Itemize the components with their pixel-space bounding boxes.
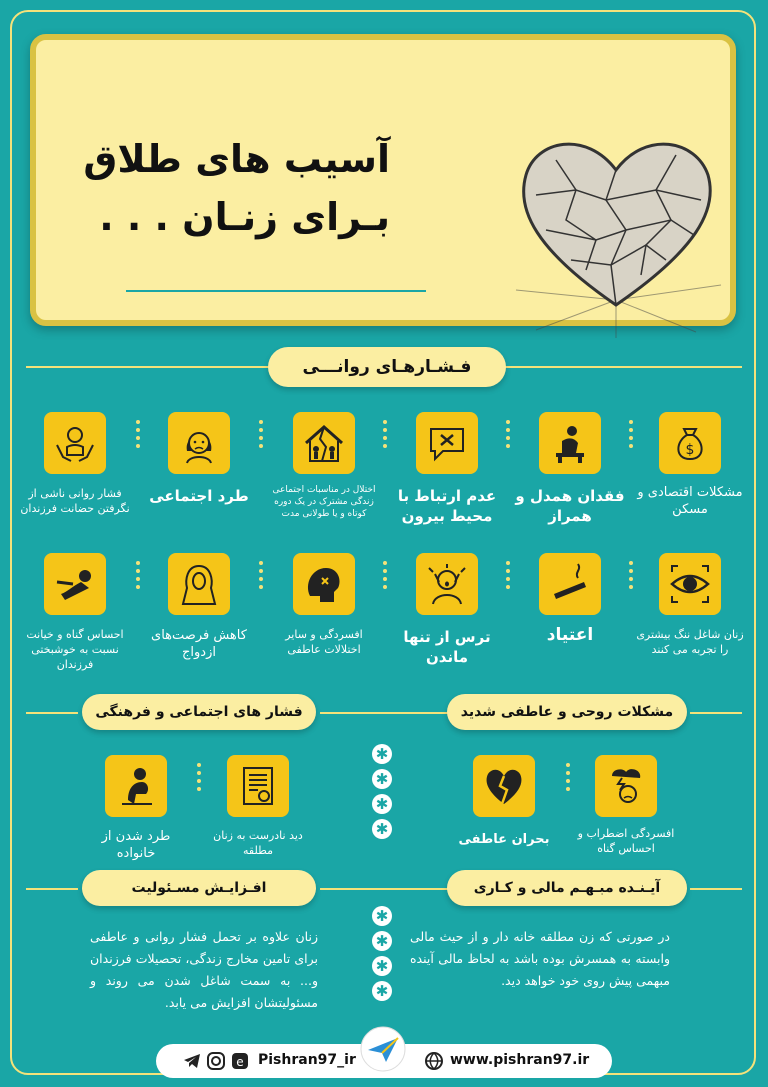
anxiety-icon: [595, 755, 657, 817]
label-no-companion: فقدان همدل و همراز: [515, 487, 625, 525]
separator-dots: [629, 420, 633, 452]
website-link[interactable]: www.pishran97.ir: [450, 1052, 590, 1068]
telegram-icon[interactable]: [182, 1051, 202, 1071]
star-icon: ✱: [372, 906, 392, 926]
broken-house-icon: [293, 412, 355, 474]
separator-dots: [259, 420, 263, 452]
divider-line: [690, 888, 742, 890]
star-icon: ✱: [372, 956, 392, 976]
grief-icon: [539, 412, 601, 474]
label-working-women: زنان شاغل ننگ بیشتری را تجربه می کنند: [636, 628, 744, 656]
broken-heart-icon: [473, 755, 535, 817]
responsibility-paragraph: زنان علاوه بر تحمل فشار روانی و عاطفی برای تامین مخارج زندگی، تحصیلات فرزندان و... به سمت شاغل شدن می روند و مسئولیتشان افزایش می یابد.: [90, 929, 318, 1010]
label-guilt: احساس گناه و خیانت نسبت به خوشبختی فرزندان: [26, 628, 124, 671]
label-anxiety: افسردگی اضطراب و احساس گناه: [577, 827, 675, 855]
star-icon: ✱: [372, 931, 392, 951]
logo-icon: [360, 1026, 406, 1072]
star-icon: ✱: [372, 769, 392, 789]
header-card: [30, 34, 736, 326]
page-title: آسیب های طلاق بـرای زنـان . . .: [83, 137, 390, 239]
separator-dots: [383, 561, 387, 593]
label-social-disruption: اختلال در مناسبات اجتماعی زندگی مشترک در یک دوره کوتاه و یا طولانی مدت: [272, 485, 376, 519]
section-title-emotional: مشکلات روحی و عاطفی شدید: [447, 694, 687, 730]
rejected-icon: [105, 755, 167, 817]
section-title-responsibility: افـزایـش مسـئولیت: [82, 870, 316, 906]
svg-text:$: $: [685, 442, 695, 458]
star-icon: ✱: [372, 819, 392, 839]
star-icon: ✱: [372, 981, 392, 1001]
guilt-icon: [44, 553, 106, 615]
section-title-social: فشار های اجتماعی و فرهنگی: [82, 694, 316, 730]
title-underline: [126, 290, 426, 292]
svg-text:e: e: [236, 1055, 244, 1069]
separator-dots: [136, 561, 140, 593]
label-emotional-crisis: بحران عاطفی: [458, 832, 550, 847]
label-addiction: اعتیاد: [546, 625, 594, 645]
no-message-icon: [416, 412, 478, 474]
label-no-connection: عدم ارتباط با محیط بیرون: [397, 487, 497, 525]
section-title-future: آیـنـده مبـهـم مالی و کـاری: [447, 870, 687, 906]
separator-dots: [506, 561, 510, 593]
separator-dots: [566, 763, 570, 795]
broken-heart-illustration: [496, 100, 736, 340]
cigarette-icon: [539, 553, 601, 615]
separator-dots: [506, 420, 510, 452]
divider-line: [26, 712, 78, 714]
child-care-icon: [44, 412, 106, 474]
divider-line: [320, 888, 448, 890]
label-depression: افسردگی و سایر اختلالات عاطفی: [285, 628, 363, 656]
section-title-psych: فـشـارهـای روانـــی: [268, 347, 506, 387]
label-family-rejection: طرد شدن از خانواده: [101, 829, 171, 861]
label-fear-alone: ترس از تنها ماندن: [403, 628, 491, 666]
eye-icon: [659, 553, 721, 615]
sad-woman-icon: [168, 412, 230, 474]
divider-line: [690, 712, 742, 714]
hijab-woman-icon: [168, 553, 230, 615]
social-handle[interactable]: Pishran97_ir: [258, 1052, 356, 1068]
star-icon: ✱: [372, 744, 392, 764]
separator-dots: [136, 420, 140, 452]
separator-dots: [259, 561, 263, 593]
fear-icon: [416, 553, 478, 615]
future-paragraph: در صورتی که زن مطلقه خانه دار و از حیث مالی وابسته به همسرش بوده باشد به لحاظ مالی آینده مبهمی پیش روی خود خواهد دید.: [410, 929, 670, 988]
document-icon: [227, 755, 289, 817]
label-marriage-chance: کاهش فرصت‌های ازدواج: [151, 628, 247, 660]
divider-line: [26, 888, 78, 890]
instagram-icon[interactable]: [206, 1051, 226, 1071]
money-bag-icon: [659, 412, 721, 474]
globe-icon: [424, 1051, 444, 1071]
star-icon: ✱: [372, 794, 392, 814]
label-custody: فشار روانی ناشی از نگرفتن حضانت فرزندان: [20, 487, 130, 515]
label-wrong-view: دید نادرست به زنان مطلقه: [213, 829, 303, 857]
label-economic: مشکلات اقتصادی و مسکن: [637, 485, 743, 517]
eitaa-icon[interactable]: [230, 1051, 250, 1071]
separator-dots: [629, 561, 633, 593]
separator-dots: [383, 420, 387, 452]
depression-icon: [293, 553, 355, 615]
separator-dots: [197, 763, 201, 795]
divider-line: [320, 712, 448, 714]
label-social-rejection: طرد اجتماعی: [149, 487, 249, 505]
